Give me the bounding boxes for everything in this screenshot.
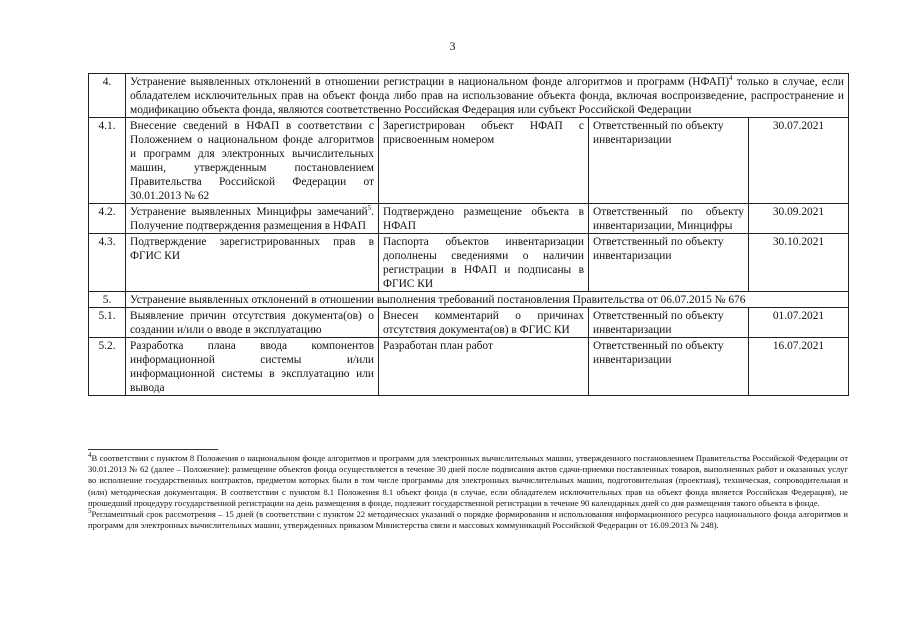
table-row — [89, 204, 849, 234]
action-cell: Подтверждение зарегистрированных прав в ФГИС КИ — [126, 234, 379, 292]
row-number: 4.2. — [89, 204, 126, 234]
responsible-cell: Ответственный по объекту инвентаризации — [589, 338, 749, 396]
row-number: 4.3. — [89, 234, 126, 292]
section-heading: Устранение выявленных отклонений в отношении регистрации в национальном фонде алгоритмов и программ (НФАП)$^4$ только в случае, если обладателем исключительных прав на объект фонда либо прав на использование объекта фонда, включая воспроизведение, распространение и модификацию объекта фонда, являются соответственно Российская Федерация или субъект Российской Федерации — [126, 74, 849, 118]
table-row — [89, 338, 849, 396]
table-row — [89, 292, 849, 308]
row-number: 5.1. — [89, 308, 126, 338]
inventory-plan-table — [88, 73, 849, 396]
row-number: 4.1. — [89, 118, 126, 204]
table-row — [89, 118, 849, 204]
footnote-divider — [88, 449, 218, 450]
date-cell: 30.10.2021 — [749, 234, 849, 292]
footnote-4: $^4$В соответствии с пунктом 8 Положения о национальном фонде алгоритмов и программ для электронных вычислительных машин, утвержденного постановлением Правительства Российской Федерации от 30.01.2013 № 62 (далее – Положение): размещение объектов фонда осуществляется в течение 30 дней после подписания актов сдачи-приемки поставленных товаров, выполненных работ и оказанных услуг во исполнение государственных контрактов, предметом которых были в том числе программы для электронных вычислительных машин, подготовительная (проектная), техническая, сопроводительная и (или) методическая документация. В соответствии с пунктом 8.1 Положения 8.1 объект фонда (в случае, если обладателем исключительных прав на объект фонда является Российская Федерация), не прошедший процедуру государственной регистрации на день размещения в фонде, подлежит государственной регистрации в течение 90 календарных дней со дня размещения такого объекта в фонде. — [88, 451, 848, 508]
table-row — [89, 234, 849, 292]
footnote-ref: 5 — [367, 204, 372, 213]
footnote-mark: 5 — [88, 507, 92, 516]
result-cell: Разработан план работ — [379, 338, 589, 396]
footnote-ref: 4 — [729, 74, 733, 83]
date-cell: 01.07.2021 — [749, 308, 849, 338]
action-cell: Внесение сведений в НФАП в соответствии с Положением о национальном фонде алгоритмов и программ для электронных вычислительных машин, утвержденным постановлением Правительства Российской Федерации от 30.01.2013 № 62 — [126, 118, 379, 204]
row-number: 4. — [89, 74, 126, 118]
action-cell: Выявление причин отсутствия документа(ов) о создании и/или о вводе в эксплуатацию — [126, 308, 379, 338]
result-cell: Зарегистрирован объект НФАП с присвоенным номером — [379, 118, 589, 204]
date-cell: 30.09.2021 — [749, 204, 849, 234]
footnote-5: $^5$Регламентный срок рассмотрения – 15 дней (в соответствии с пунктом 22 методических указаний о порядке формирования и использования информационного ресурса национального фонда алгоритмов и программ для электронных вычислительных машин, утвержденных приказом Министерства связи и массовых коммуникаций Российской Федерации от 16.09.2013 № 248). — [88, 507, 848, 531]
section-heading: Устранение выявленных отклонений в отношении выполнения требований постановления Правительства от 06.07.2015 № 676 — [126, 292, 849, 308]
table-row — [89, 308, 849, 338]
result-cell: Паспорта объектов инвентаризации дополнены сведениями о наличии регистрации в НФАП и подписаны в ФГИС КИ — [379, 234, 589, 292]
table-row — [89, 74, 849, 118]
date-cell: 30.07.2021 — [749, 118, 849, 204]
row-number: 5. — [89, 292, 126, 308]
responsible-cell: Ответственный по объекту инвентаризации — [589, 118, 749, 204]
page-number: 3 — [449, 39, 456, 53]
responsible-cell: Ответственный по объекту инвентаризации, Минцифры — [589, 204, 749, 234]
action-cell: Устранение выявленных Минцифры замечаний$^5$. Получение подтверждения размещения в НФАП — [126, 204, 379, 234]
result-cell: Внесен комментарий о причинах отсутствия документа(ов) в ФГИС КИ — [379, 308, 589, 338]
footnotes — [88, 449, 848, 531]
footnote-mark: 4 — [88, 451, 92, 460]
action-cell: Разработка плана ввода компонентов информационной системы и/или информационной системы в эксплуатацию или вывода — [126, 338, 379, 396]
result-cell: Подтверждено размещение объекта в НФАП — [379, 204, 589, 234]
date-cell: 16.07.2021 — [749, 338, 849, 396]
responsible-cell: Ответственный по объекту инвентаризации — [589, 234, 749, 292]
row-number: 5.2. — [89, 338, 126, 396]
responsible-cell: Ответственный по объекту инвентаризации — [589, 308, 749, 338]
